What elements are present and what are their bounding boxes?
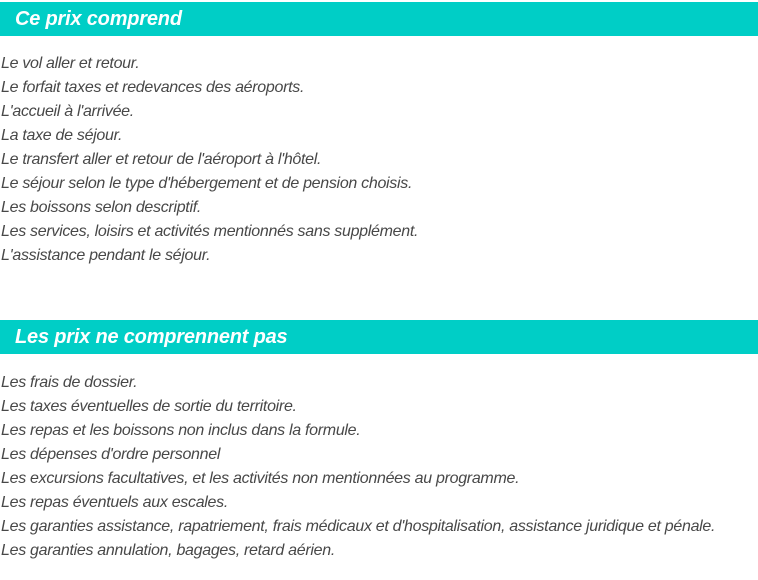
list-item: Les dépenses d'ordre personnel <box>1 446 221 463</box>
list-item: L'assistance pendant le séjour. <box>1 247 211 264</box>
section-title: Les prix ne comprennent pas <box>15 325 288 348</box>
list-item: Les services, loisirs et activités mentionnés sans supplément. <box>1 223 419 240</box>
list-item: Les boissons selon descriptif. <box>1 199 202 216</box>
list-item: Les garanties assistance, rapatriement, frais médicaux et d'hospitalisation, assistance juridique et pénale. <box>1 518 716 535</box>
price-excludes-header-bar <box>0 320 758 354</box>
list-item: Les taxes éventuelles de sortie du territoire. <box>1 398 297 415</box>
list-item: L'accueil à l'arrivée. <box>1 103 134 120</box>
list-item: Les repas et les boissons non inclus dans la formule. <box>1 422 361 439</box>
list-item: Le séjour selon le type d'hébergement et de pension choisis. <box>1 175 413 192</box>
price-excludes-section <box>0 320 758 563</box>
list-item: Les frais de dossier. <box>1 374 138 391</box>
price-includes-list <box>0 52 758 268</box>
list-item: Le forfait taxes et redevances des aéroports. <box>1 79 305 96</box>
list-item: Les garanties annulation, bagages, retard aérien. <box>1 542 335 559</box>
list-item: La taxe de séjour. <box>1 127 123 144</box>
price-details-page <box>0 2 758 580</box>
list-item: Les repas éventuels aux escales. <box>1 494 228 511</box>
list-item: Le vol aller et retour. <box>1 55 140 72</box>
price-includes-header-bar <box>0 2 758 36</box>
section-title: Ce prix comprend <box>15 7 182 30</box>
price-excludes-list <box>0 371 758 563</box>
price-includes-section <box>0 2 758 268</box>
list-item: Le transfert aller et retour de l'aéroport à l'hôtel. <box>1 151 322 168</box>
list-item: Les excursions facultatives, et les activités non mentionnées au programme. <box>1 470 520 487</box>
